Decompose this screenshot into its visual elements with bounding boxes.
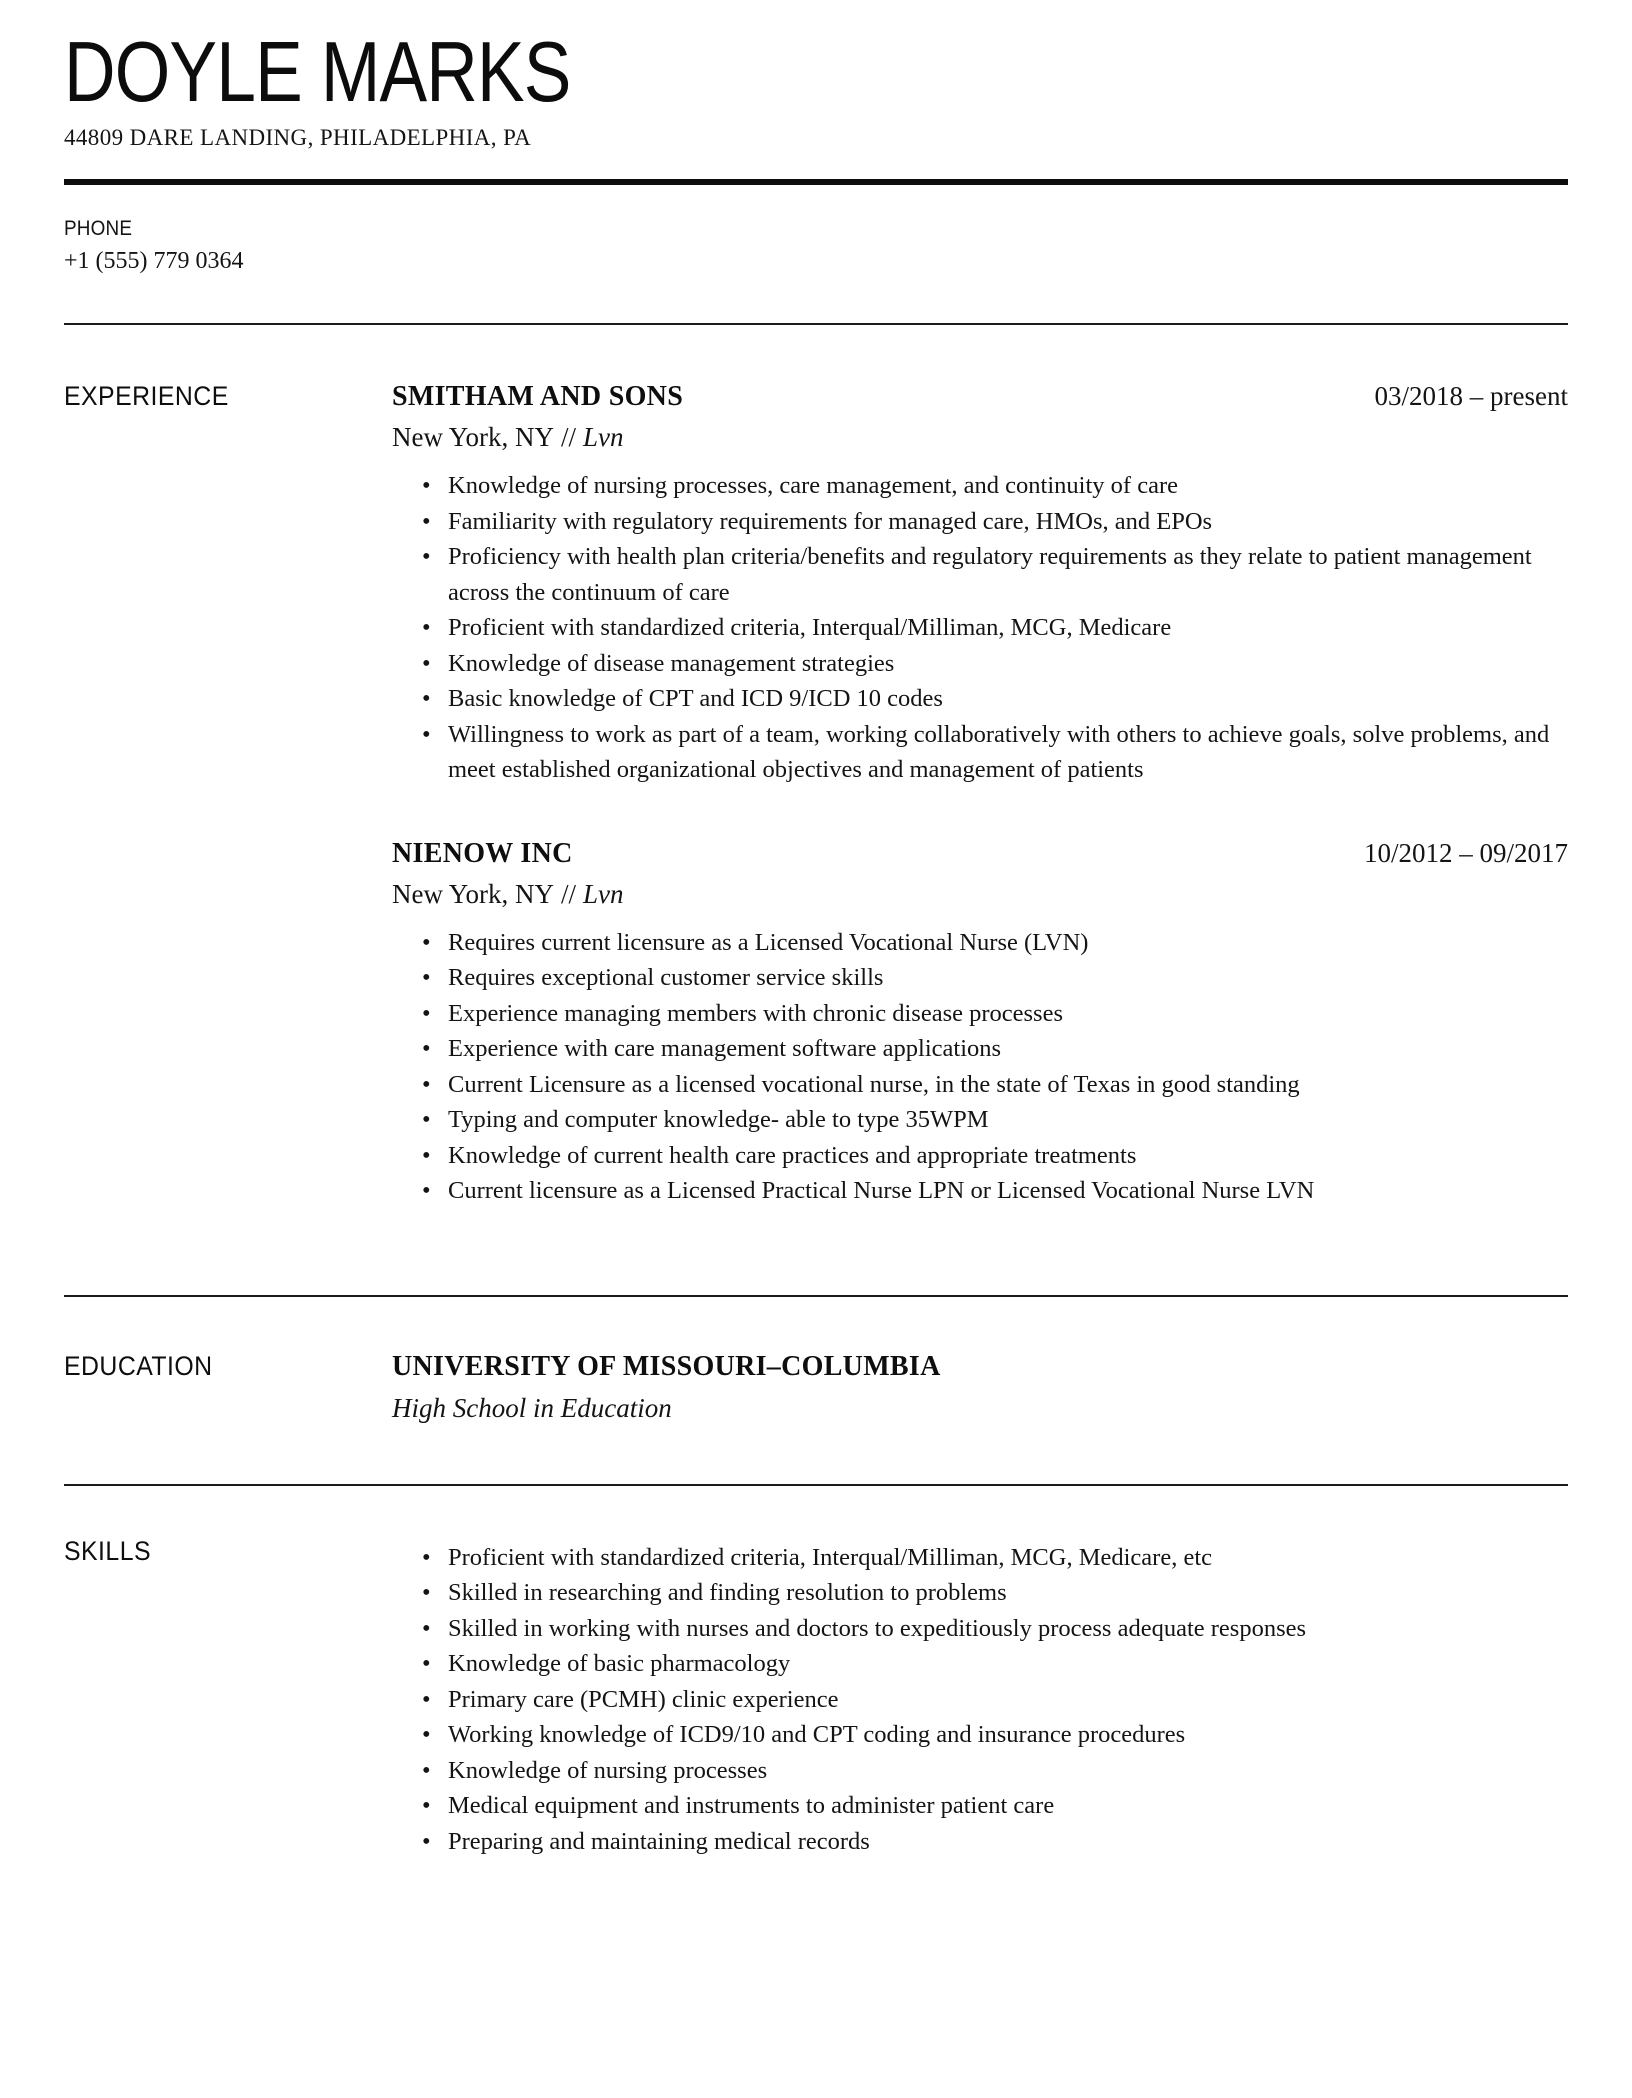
phone-label: PHONE bbox=[64, 217, 133, 240]
candidate-address: 44809 DARE LANDING, PHILADELPHIA, PA bbox=[64, 125, 532, 150]
job-company: NIENOW INC bbox=[392, 837, 573, 869]
job-bullet: • Current Licensure as a licensed vocational nurse, in the state of Texas in good standing bbox=[418, 1067, 1568, 1103]
skills-label-column bbox=[64, 1536, 392, 1567]
job-bullet: • Current licensure as a Licensed Practical Nurse LPN or Licensed Vocational Nurse LVN bbox=[418, 1173, 1568, 1209]
skill-item: • Proficient with standardized criteria, Interqual/Milliman, MCG, Medicare, etc bbox=[418, 1540, 1568, 1576]
experience-heading: EXPERIENCE bbox=[64, 381, 229, 411]
job-bullet: • Knowledge of disease management strategies bbox=[418, 646, 1568, 682]
job-bullet: • Knowledge of current health care practices and appropriate treatments bbox=[418, 1138, 1568, 1174]
job-bullet: • Requires current licensure as a Licensed Vocational Nurse (LVN) bbox=[418, 925, 1568, 961]
job-location: New York, NY bbox=[392, 422, 555, 452]
skill-item: • Preparing and maintaining medical records bbox=[418, 1824, 1568, 1860]
job-bullet: • Experience managing members with chronic disease processes bbox=[418, 996, 1568, 1032]
phone-value: +1 (555) 779 0364 bbox=[64, 248, 244, 274]
job-bullet: • Proficient with standardized criteria, Interqual/Milliman, MCG, Medicare bbox=[418, 610, 1568, 646]
job-bullet-list bbox=[392, 468, 1568, 788]
job-bullet: • Basic knowledge of CPT and ICD 9/ICD 10 codes bbox=[418, 681, 1568, 717]
education-heading: EDUCATION bbox=[64, 1350, 213, 1381]
job-bullet-list bbox=[392, 925, 1568, 1209]
job-separator: // bbox=[561, 878, 577, 909]
experience-section bbox=[64, 325, 1568, 1295]
education-section bbox=[64, 1297, 1568, 1484]
contact-block bbox=[64, 217, 1568, 275]
education-school: UNIVERSITY OF MISSOURI–COLUMBIA bbox=[392, 1350, 941, 1382]
job-header bbox=[392, 381, 1568, 413]
education-label-column bbox=[64, 1351, 392, 1382]
job-bullet: • Experience with care management software applications bbox=[418, 1031, 1568, 1067]
candidate-name: DOYLE MARKS bbox=[64, 25, 571, 120]
skill-item: • Working knowledge of ICD9/10 and CPT coding and insurance procedures bbox=[418, 1717, 1568, 1753]
job-bullet: • Willingness to work as part of a team, working collaboratively with others to achieve goals, solve problems, and meet established organizational objectives and management of patients bbox=[418, 717, 1568, 788]
job-bullet: • Knowledge of nursing processes, care management, and continuity of care bbox=[418, 468, 1568, 504]
job-bullet: • Requires exceptional customer service skills bbox=[418, 960, 1568, 996]
education-content bbox=[392, 1351, 1568, 1424]
job-bullet: • Proficiency with health plan criteria/benefits and regulatory requirements as they relate to patient management across the continuum of care bbox=[418, 539, 1568, 610]
job-role: Lvn bbox=[583, 878, 624, 909]
job-subtitle bbox=[392, 422, 1568, 453]
experience-content bbox=[392, 381, 1568, 1209]
job-separator: // bbox=[561, 422, 577, 452]
job-role: Lvn bbox=[583, 422, 624, 452]
skills-section bbox=[64, 1486, 1568, 1920]
header-divider bbox=[64, 179, 1568, 185]
header bbox=[64, 24, 1568, 151]
education-degree: High School in Education bbox=[392, 1392, 672, 1423]
job-bullet: • Familiarity with regulatory requirements for managed care, HMOs, and EPOs bbox=[418, 504, 1568, 540]
job-header bbox=[392, 838, 1568, 870]
job-entry bbox=[392, 381, 1568, 788]
job-entry bbox=[392, 838, 1568, 1209]
skill-item: • Skilled in researching and finding resolution to problems bbox=[418, 1575, 1568, 1611]
job-subtitle bbox=[392, 879, 1568, 910]
skills-content bbox=[392, 1536, 1568, 1860]
job-dates: 03/2018 – present bbox=[1374, 381, 1568, 411]
job-location: New York, NY bbox=[392, 878, 555, 909]
skill-item: • Knowledge of nursing processes bbox=[418, 1753, 1568, 1789]
skill-item: • Knowledge of basic pharmacology bbox=[418, 1646, 1568, 1682]
skill-item: • Medical equipment and instruments to administer patient care bbox=[418, 1788, 1568, 1824]
job-company: SMITHAM AND SONS bbox=[392, 381, 684, 412]
job-bullet: • Typing and computer knowledge- able to type 35WPM bbox=[418, 1102, 1568, 1138]
skills-heading: SKILLS bbox=[64, 1535, 151, 1566]
skill-item: • Skilled in working with nurses and doctors to expeditiously process adequate responses bbox=[418, 1611, 1568, 1647]
experience-label-column bbox=[64, 381, 392, 412]
skills-list bbox=[392, 1540, 1568, 1860]
skill-item: • Primary care (PCMH) clinic experience bbox=[418, 1682, 1568, 1718]
job-dates: 10/2012 – 09/2017 bbox=[1363, 837, 1568, 868]
